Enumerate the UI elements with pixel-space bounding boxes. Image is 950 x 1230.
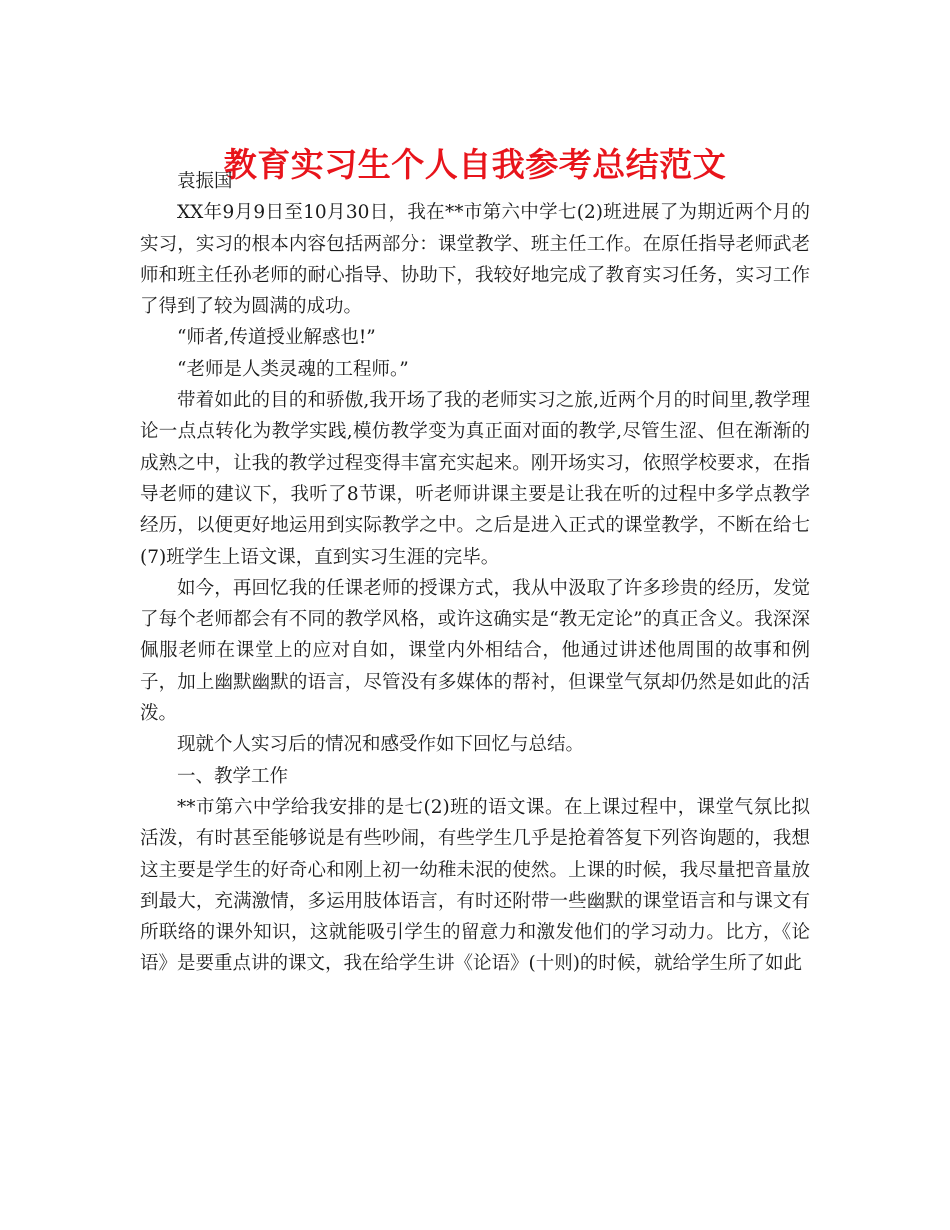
- paragraph-quote-1: “师者,传道授业解惑也!”: [177, 327, 376, 349]
- paragraph-intro: XX年9月9日至10月30日，我在**市第六中学七(2)班进展了为期近两个月的实习，实习的根本内容包括两部分：课堂教学、班主任工作。在原任指导老师武老师和班主任孙老师的耐心指导、协助下，我较好地完成了教育实习任务，实习工作了得到了较为圆满的成功。: [140, 202, 810, 318]
- section-heading-teaching: 一、教学工作: [177, 765, 289, 787]
- document-title: 教育实习生个人自我参考总结范文: [223, 145, 727, 185]
- document-body: [140, 166, 810, 980]
- paragraph-teaching: **市第六中学给我安排的是七(2)班的语文课。在上课过程中，课堂气氛比拟活泼，有时甚至能够说是有些吵闹，有些学生几乎是抢着答复下列咨询题的，我想这主要是学生的好奇心和刚上初一幼稚未泯的使然。上课的时候，我尽量把音量放到最大，充满激情，多运用肢体语言，有时还附带一些幽默的课堂语言和与课文有所联络的课外知识，这就能吸引学生的留意力和激发他们的学习动力。比方，《论语》是要重点讲的课文，我在给学生讲《论语》(十则)的时候，就给学生所了如此: [140, 796, 810, 975]
- author-line: 袁振国: [177, 171, 233, 192]
- paragraph-journey: 带着如此的目的和骄傲,我开场了我的老师实习之旅,近两个月的时间里,教学理论一点点转化为教学实践,模仿教学变为真正面对面的教学,尽管生涩、但在渐渐的成熟之中，让我的教学过程变得丰富充实起来。刚开场实习，依照学校要求，在指导老师的建议下，我听了8节课，听老师讲课主要是让我在听的过程中多学点教学经历，以便更好地运用到实际教学之中。之后是进入正式的课堂教学，不断在给七(7)班学生上语文课，直到实习生涯的完毕。: [140, 390, 810, 568]
- paragraph-reflection: 如今，再回忆我的任课老师的授课方式，我从中汲取了许多珍贵的经历，发觉了每个老师都会有不同的教学风格，或许这确实是“教无定论”的真正含义。我深深佩服老师在课堂上的应对自如，课堂内外相结合，他通过讲述他周围的故事和例子，加上幽默幽默的语言，尽管没有多媒体的帮衬，但课堂气氛却仍然是如此的活泼。: [140, 577, 810, 725]
- paragraph-quote-2: “老师是人类灵魂的工程师。”: [177, 358, 409, 380]
- paragraph-summary-intro: 现就个人实习后的情况和感受作如下回忆与总结。: [177, 734, 585, 756]
